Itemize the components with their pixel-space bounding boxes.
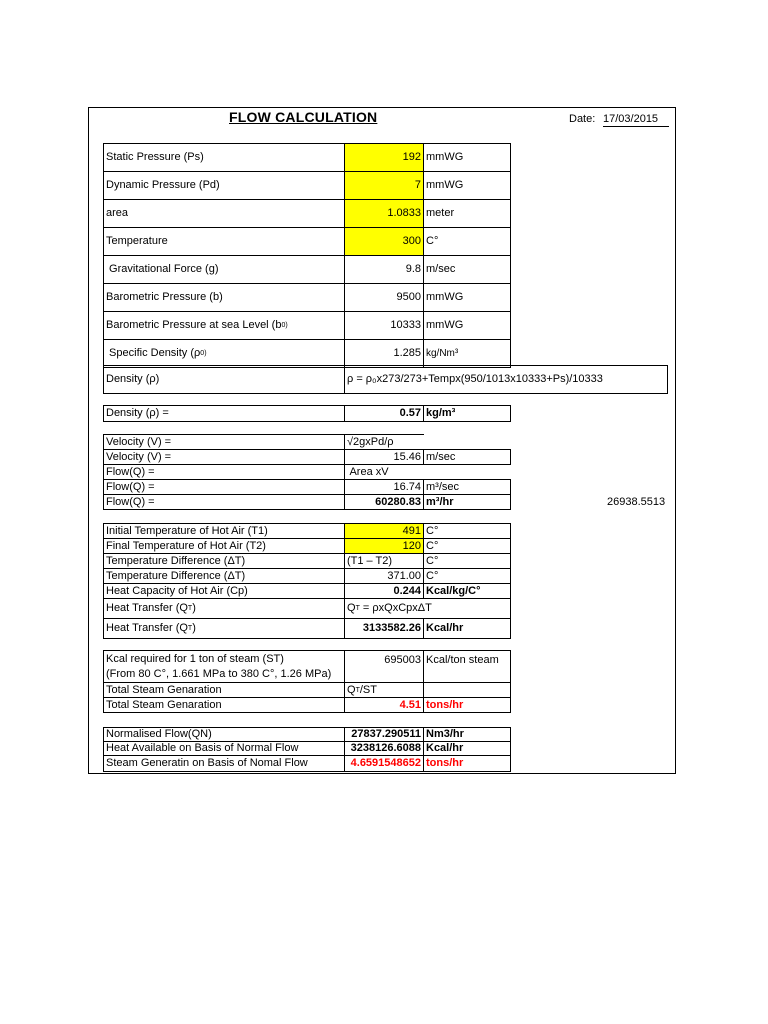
flow-hr-value: 60280.83: [344, 494, 424, 510]
velocity-value: 15.46: [344, 449, 424, 465]
input-unit: C°: [423, 227, 511, 256]
density-result-value: 0.57: [344, 405, 424, 422]
input-label-text: Barometric Pressure at sea Level (b: [106, 319, 282, 331]
cp-unit: Kcal/kg/C°: [423, 583, 511, 599]
heat-normal-value: 3238126.6088: [344, 741, 424, 756]
input-unit: mmWG: [423, 283, 511, 312]
qt-label-text: Heat Transfer (Q: [106, 622, 188, 634]
t1-unit: C°: [423, 523, 511, 539]
input-label-subscript: 0): [200, 350, 207, 357]
velocity-unit: m/sec: [423, 449, 511, 465]
flow-sec-unit: m³/sec: [423, 479, 511, 495]
flow-hr-label: Flow(Q) =: [103, 494, 345, 510]
input-value[interactable]: 192: [344, 143, 424, 172]
input-label-text: Specific Density (ρ: [106, 347, 201, 359]
gen-formula-text: Q: [347, 684, 356, 696]
input-label: Dynamic Pressure (Pd): [103, 171, 345, 200]
qt-formula-end: = ρxQxCpxΔT: [359, 602, 432, 614]
t1-label: Initial Temperature of Hot Air (T1): [103, 523, 345, 539]
qn-value: 27837.290511: [344, 727, 424, 742]
flow-formula: Area xV: [344, 464, 424, 480]
qt-formula-label-text: Heat Transfer (Q: [106, 602, 188, 614]
dt-formula-label: Temperature Difference (ΔT): [103, 553, 345, 569]
qt-formula-label-end: ): [192, 602, 196, 614]
input-label: area: [103, 199, 345, 228]
date-label: Date:: [569, 113, 596, 125]
gen-formula-end: /ST: [359, 684, 377, 696]
gen-formula-subscript: T: [355, 687, 360, 694]
input-label: [103, 339, 345, 368]
input-value[interactable]: 7: [344, 171, 424, 200]
qt-formula-subscript: T: [355, 605, 360, 612]
date-value: 17/03/2015: [603, 113, 669, 127]
input-label: Barometric Pressure (b): [103, 283, 345, 312]
st-label-line1: Kcal required for 1 ton of steam (ST): [106, 652, 284, 665]
input-value[interactable]: 300: [344, 227, 424, 256]
gen-unit: tons/hr: [423, 697, 511, 713]
input-label: Temperature: [103, 227, 345, 256]
t2-unit: C°: [423, 538, 511, 554]
input-value[interactable]: 1.0833: [344, 199, 424, 228]
st-value: 695003: [344, 650, 424, 683]
qn-unit: Nm3/hr: [423, 727, 511, 742]
input-unit: kg/Nm³: [423, 339, 511, 368]
input-unit: meter: [423, 199, 511, 228]
velocity-formula-label: Velocity (V) =: [103, 434, 345, 450]
steam-normal-label: Steam Generatin on Basis of Nomal Flow: [103, 755, 345, 772]
input-label: [103, 311, 345, 340]
steam-normal-unit: tons/hr: [423, 755, 511, 772]
sheet-title: FLOW CALCULATION: [229, 109, 378, 125]
flow-sec-value: 16.74: [344, 479, 424, 495]
input-value: 1.285: [344, 339, 424, 368]
input-unit: mmWG: [423, 311, 511, 340]
qt-formula-label: [103, 598, 345, 619]
density-result-label: Density (ρ) =: [103, 405, 345, 422]
density-result-unit: kg/m³: [423, 405, 511, 422]
gen-formula-empty: [423, 682, 511, 698]
input-label: Static Pressure (Ps): [103, 143, 345, 172]
input-label-subscript: 0): [281, 322, 288, 329]
dt-label: Temperature Difference (ΔT): [103, 568, 345, 584]
input-unit: mmWG: [423, 171, 511, 200]
density-formula: ρ = ρ₀x273/273+Tempx(950/1013x10333+Ps)/10333: [344, 365, 668, 394]
qt-label: [103, 618, 345, 639]
gen-formula-label: Total Steam Genaration: [103, 682, 345, 698]
st-label: [103, 650, 345, 683]
qt-label-subscript: T: [187, 625, 193, 632]
qt-formula-text: Q: [347, 602, 356, 614]
density-formula-label: Density (ρ): [103, 365, 345, 394]
input-value: 9.8: [344, 255, 424, 284]
gen-label: Total Steam Genaration: [103, 697, 345, 713]
flow-sec-label: Flow(Q) =: [103, 479, 345, 495]
velocity-formula: √2gxPd/ρ: [344, 434, 424, 450]
heat-normal-label: Heat Available on Basis of Normal Flow: [103, 741, 345, 756]
cp-value: 0.244: [344, 583, 424, 599]
t2-value[interactable]: 120: [344, 538, 424, 554]
st-label-line2: (From 80 C°, 1.661 MPa to 380 C°, 1.26 MPa): [106, 667, 332, 680]
velocity-label: Velocity (V) =: [103, 449, 345, 465]
qn-label: Normalised Flow(QN): [103, 727, 345, 742]
dt-formula: (T1 – T2): [344, 553, 424, 569]
input-unit: mmWG: [423, 143, 511, 172]
input-unit: m/sec: [423, 255, 511, 284]
qt-value: 3133582.26: [344, 618, 424, 639]
flow-side-value: 26938.5513: [607, 496, 666, 508]
cp-label: Heat Capacity of Hot Air (Cp): [103, 583, 345, 599]
heat-normal-unit: Kcal/hr: [423, 741, 511, 756]
input-value: 10333: [344, 311, 424, 340]
t1-value[interactable]: 491: [344, 523, 424, 539]
dt-formula-unit: C°: [423, 553, 511, 569]
dt-value: 371.00: [344, 568, 424, 584]
qt-formula-label-subscript: T: [187, 605, 193, 612]
input-value: 9500: [344, 283, 424, 312]
input-label: Gravitational Force (g): [103, 255, 345, 284]
gen-formula: [344, 682, 424, 698]
dt-unit: C°: [423, 568, 511, 584]
qt-unit: Kcal/hr: [423, 618, 511, 639]
t2-label: Final Temperature of Hot Air (T2): [103, 538, 345, 554]
steam-normal-value: 4.6591548652: [344, 755, 424, 772]
qt-formula: [344, 598, 511, 619]
qt-label-end: ): [192, 622, 196, 634]
flow-formula-label: Flow(Q) =: [103, 464, 345, 480]
gen-value: 4.51: [344, 697, 424, 713]
flow-hr-unit: m³/hr: [423, 494, 511, 510]
st-unit: Kcal/ton steam: [423, 650, 511, 683]
